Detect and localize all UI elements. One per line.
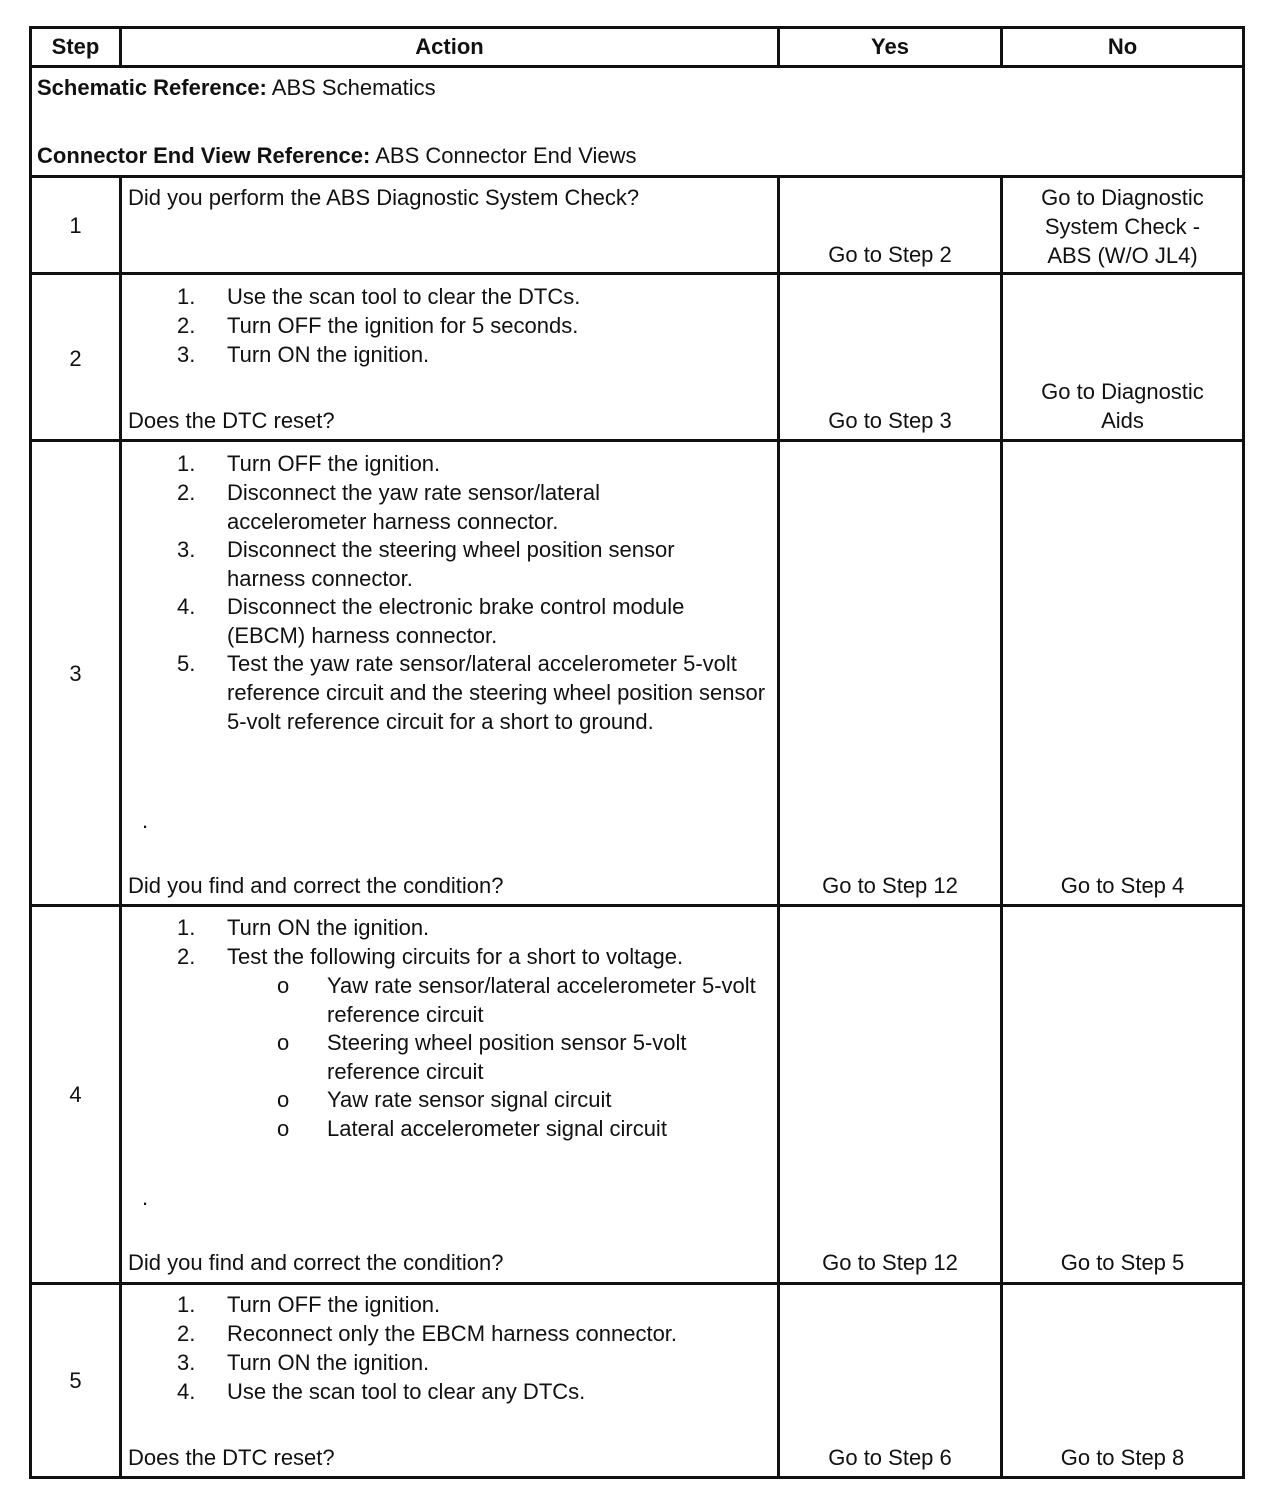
no-result-line: Go to Diagnostic — [1041, 185, 1204, 210]
bullet-marker: o — [277, 973, 290, 998]
item-text: Yaw rate sensor signal circuit — [327, 1087, 612, 1112]
action-question: Does the DTC reset? — [128, 408, 335, 433]
step-number: 2 — [69, 346, 82, 371]
no-result[interactable] — [1003, 183, 1242, 270]
yes-result[interactable]: Go to Step 6 — [828, 1445, 952, 1470]
step-number: 1 — [69, 213, 82, 238]
item-number: 3. — [177, 1350, 196, 1375]
item-text: Disconnect the steering wheel position sensor harness connector. — [227, 537, 675, 591]
no-result[interactable] — [1003, 377, 1242, 435]
column-divider — [119, 175, 122, 1479]
schematic-reference — [37, 73, 1237, 102]
yes-result[interactable]: Go to Step 3 — [828, 408, 952, 433]
step-number: 5 — [69, 1368, 82, 1393]
item-text: Turn ON the ignition. — [227, 342, 430, 367]
item-text: Use the scan tool to clear any DTCs. — [227, 1379, 586, 1404]
action-steps — [128, 282, 773, 372]
item-text: Disconnect the yaw rate sensor/lateral accelerometer harness connector. — [227, 480, 600, 534]
connector-reference-label: Connector End View Reference: — [37, 143, 371, 168]
row-divider — [29, 439, 1245, 442]
item-number: 2. — [177, 313, 196, 338]
no-result-line: ABS (W/O JL4) — [1047, 243, 1198, 268]
step-number: 3 — [69, 661, 82, 686]
row-divider — [29, 904, 1245, 907]
no-result-line: Go to Diagnostic — [1041, 379, 1204, 404]
no-result-line: System Check - — [1044, 214, 1201, 239]
action-steps — [128, 449, 773, 769]
no-result-line: Aids — [1101, 408, 1144, 433]
row-divider — [29, 1282, 1245, 1285]
no-result[interactable]: Go to Step 4 — [1060, 873, 1185, 898]
item-text: Test the following circuits for a short to voltage. — [227, 944, 684, 969]
header-no: No — [1107, 34, 1138, 59]
yes-result[interactable]: Go to Step 12 — [822, 1250, 958, 1275]
header-yes: Yes — [871, 34, 909, 59]
item-text: Turn OFF the ignition. — [227, 451, 441, 476]
header-action: Action — [415, 34, 484, 59]
item-text: Reconnect only the EBCM harness connector. — [227, 1321, 678, 1346]
table-border-right — [1242, 26, 1245, 1479]
item-text: Turn OFF the ignition for 5 seconds. — [227, 313, 579, 338]
item-text: Use the scan tool to clear the DTCs. — [227, 284, 581, 309]
step-number: 4 — [69, 1082, 82, 1107]
item-number: 1. — [177, 284, 196, 309]
item-text: Turn OFF the ignition. — [227, 1292, 441, 1317]
item-number: 4. — [177, 1379, 196, 1404]
item-number: 1. — [177, 1292, 196, 1317]
item-number: 2. — [177, 944, 196, 969]
item-number: 2. — [177, 480, 196, 505]
column-divider — [1000, 175, 1003, 1479]
connector-reference-link[interactable]: ABS Connector End Views — [375, 143, 637, 168]
item-text: Yaw rate sensor/lateral accelerometer 5-volt reference circuit — [327, 973, 756, 1027]
row-divider — [29, 175, 1245, 178]
separator-dot: . — [142, 808, 149, 833]
row-divider — [29, 65, 1245, 68]
column-divider — [777, 175, 780, 1479]
header-step: Step — [51, 34, 100, 59]
row-divider — [29, 272, 1245, 275]
item-text: Steering wheel position sensor 5-volt reference circuit — [327, 1030, 687, 1084]
schematic-reference-link[interactable]: ABS Schematics — [271, 75, 436, 100]
separator-dot: . — [142, 1185, 149, 1210]
item-text: Test the yaw rate sensor/lateral accelerometer 5-volt reference circuit and the steering wheel position sensor 5-volt reference circuit for a short to ground. — [227, 651, 766, 734]
no-result[interactable]: Go to Step 5 — [1060, 1250, 1185, 1275]
table-border-left — [29, 26, 32, 1479]
yes-result[interactable]: Go to Step 2 — [828, 242, 952, 267]
connector-reference — [37, 141, 1237, 170]
item-text: Turn ON the ignition. — [227, 915, 430, 940]
action-steps — [128, 913, 773, 1153]
schematic-reference-label: Schematic Reference: — [37, 75, 267, 100]
item-text: Disconnect the electronic brake control module (EBCM) harness connector. — [227, 594, 685, 648]
item-number: 5. — [177, 651, 196, 676]
action-question: Did you perform the ABS Diagnostic System Check? — [128, 185, 640, 210]
item-number: 3. — [177, 537, 196, 562]
bullet-marker: o — [277, 1030, 290, 1055]
item-text: Turn ON the ignition. — [227, 1350, 430, 1375]
bullet-marker: o — [277, 1087, 290, 1112]
bullet-marker: o — [277, 1116, 290, 1141]
item-number: 1. — [177, 451, 196, 476]
item-number: 4. — [177, 594, 196, 619]
action-question: Did you find and correct the condition? — [128, 1250, 504, 1275]
item-number: 2. — [177, 1321, 196, 1346]
item-number: 3. — [177, 342, 196, 367]
item-text: Lateral accelerometer signal circuit — [327, 1116, 667, 1141]
item-number: 1. — [177, 915, 196, 940]
action-question: Does the DTC reset? — [128, 1445, 335, 1470]
no-result[interactable]: Go to Step 8 — [1060, 1445, 1185, 1470]
yes-result[interactable]: Go to Step 12 — [822, 873, 958, 898]
action-question: Did you find and correct the condition? — [128, 873, 504, 898]
action-steps — [128, 1290, 773, 1410]
table-border-bottom — [29, 1476, 1245, 1479]
